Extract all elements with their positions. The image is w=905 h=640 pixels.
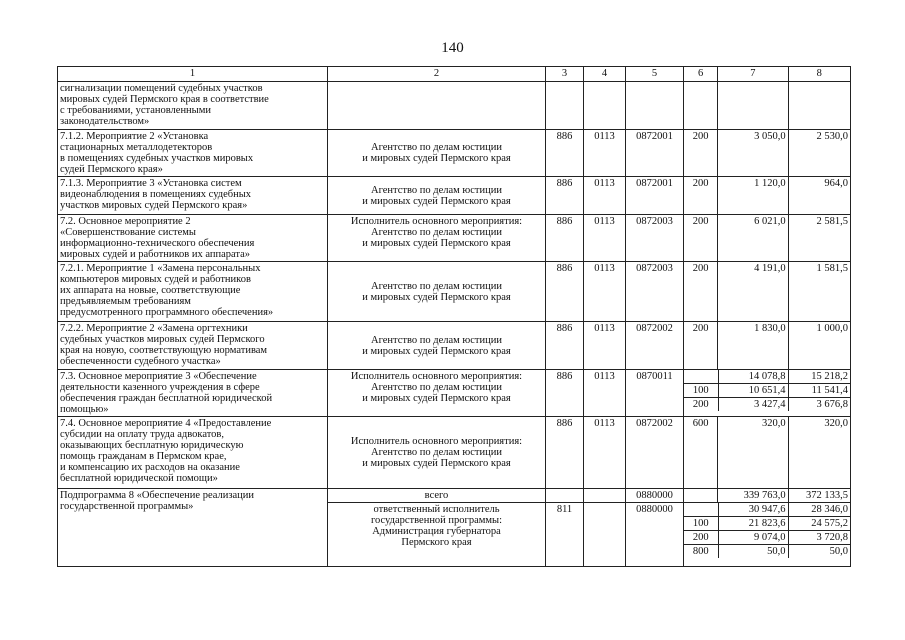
amount-year-2: 50,0 — [788, 545, 850, 559]
executor — [328, 82, 546, 130]
admin-code: 886 — [546, 370, 584, 417]
expense-type: 200 — [684, 531, 718, 545]
target-code: 0872001 — [626, 130, 684, 177]
amount-year-2: 1 000,0 — [788, 322, 850, 370]
measure-name: 7.1.2. Мероприятие 2 «Установка стационарных металлодетекторов в помещениях судебных участков мировых судей Пермского края» — [58, 130, 328, 177]
expense-subtable — [684, 370, 850, 411]
section-code: 0113 — [584, 417, 626, 489]
measure-name: 7.2.2. Мероприятие 2 «Замена оргтехники судебных участков мировых судей Пермского края на новую, соответствующую нормативам обеспеченности судебного участка» — [58, 322, 328, 370]
admin-code — [546, 489, 584, 503]
amount-year-1: 10 651,4 — [718, 384, 788, 398]
measure-name: 7.4. Основное мероприятие 4 «Предоставление субсидии на оплату труда адвокатов, оказывающих бесплатную юридическую помощь гражданам в Пермском крае, и компенсацию их расходов на оказание бесплатной юридической помощи» — [58, 417, 328, 489]
header-col-4: 4 — [584, 67, 626, 82]
subprogram-name: Подпрограмма 8 «Обеспечение реализации государственной программы» — [58, 489, 328, 567]
table-header-row — [58, 67, 851, 82]
expense-breakdown — [684, 370, 851, 417]
table-row — [58, 489, 851, 503]
admin-code — [546, 82, 584, 130]
expense-breakdown — [684, 503, 851, 567]
target-code: 0872003 — [626, 262, 684, 322]
expense-type: 200 — [684, 322, 718, 370]
section-code — [584, 489, 626, 503]
admin-code: 886 — [546, 177, 584, 215]
amount-year-1: 6 021,0 — [718, 215, 788, 262]
subtable-row — [684, 503, 850, 517]
executor: Агентство по делам юстиции и мировых судей Пермского края — [328, 130, 546, 177]
expense-type — [684, 503, 718, 517]
admin-code: 886 — [546, 262, 584, 322]
executor: Агентство по делам юстиции и мировых судей Пермского края — [328, 177, 546, 215]
amount-year-2: 24 575,2 — [788, 517, 850, 531]
expense-type: 200 — [684, 130, 718, 177]
section-code: 0113 — [584, 262, 626, 322]
expense-type: 100 — [684, 517, 718, 531]
admin-code: 886 — [546, 130, 584, 177]
subtable-row — [684, 531, 850, 545]
amount-year-1: 21 823,6 — [718, 517, 788, 531]
expense-type: 100 — [684, 384, 718, 398]
admin-code: 811 — [546, 503, 584, 567]
header-col-1: 1 — [58, 67, 328, 82]
amount-year-1: 30 947,6 — [718, 503, 788, 517]
target-code: 0872001 — [626, 177, 684, 215]
amount-year-2: 15 218,2 — [811, 371, 848, 382]
measure-name: 7.3. Основное мероприятие 3 «Обеспечение деятельности казенного учреждения в сфере обеспечения граждан бесплатной юридической помощью» — [58, 370, 328, 417]
subtable-row — [684, 517, 850, 531]
section-code — [584, 503, 626, 567]
expense-type: 200 — [684, 398, 718, 412]
expense-type — [684, 82, 718, 130]
executor-total: всего — [328, 489, 546, 503]
table-row — [58, 370, 851, 417]
executor: Исполнитель основного мероприятия: Агентство по делам юстиции и мировых судей Пермского края — [328, 370, 546, 417]
admin-code: 886 — [546, 322, 584, 370]
admin-code: 886 — [546, 417, 584, 489]
amount-year-1: 339 763,0 — [718, 489, 788, 503]
expense-type: 200 — [684, 177, 718, 215]
section-code — [584, 82, 626, 130]
executor: Исполнитель основного мероприятия: Агентство по делам юстиции и мировых судей Пермского края — [328, 417, 546, 489]
section-code: 0113 — [584, 215, 626, 262]
header-col-8: 8 — [788, 67, 850, 82]
amount-year-1 — [718, 82, 788, 130]
amount-year-1: 320,0 — [718, 417, 788, 489]
amount-year-2: 1 581,5 — [788, 262, 850, 322]
table-row — [58, 177, 851, 215]
executor: Исполнитель основного мероприятия: Агентство по делам юстиции и мировых судей Пермского края — [328, 215, 546, 262]
budget-table — [57, 66, 851, 567]
amount-year-1: 14 078,8 — [718, 370, 788, 384]
target-code: 0872003 — [626, 215, 684, 262]
subtable-row — [684, 398, 850, 412]
amount-year-1: 3 050,0 — [718, 130, 788, 177]
section-code: 0113 — [584, 322, 626, 370]
header-col-6: 6 — [684, 67, 718, 82]
target-code: 0870011 — [626, 370, 684, 417]
page-number: 140 — [441, 40, 464, 56]
amount-year-1: 1 120,0 — [718, 177, 788, 215]
table-row — [58, 215, 851, 262]
table-row — [58, 262, 851, 322]
header-col-3: 3 — [546, 67, 584, 82]
table-row — [58, 82, 851, 130]
target-code: 0880000 — [626, 489, 684, 503]
subtable-row — [684, 545, 850, 559]
amount-year-1: 4 191,0 — [718, 262, 788, 322]
target-code: 0872002 — [626, 417, 684, 489]
amount-year-1: 50,0 — [718, 545, 788, 559]
measure-name: 7.2. Основное мероприятие 2 «Совершенствование системы информационно-технического обеспечения мировых судей и работников их аппарата» — [58, 215, 328, 262]
expense-type: 600 — [684, 417, 718, 489]
amount-year-2: 320,0 — [788, 417, 850, 489]
amount-year-1: 1 830,0 — [718, 322, 788, 370]
subtable-row — [684, 384, 850, 398]
measure-name: 7.1.3. Мероприятие 3 «Установка систем видеонаблюдения в помещениях судебных участков мировых судей Пермского края» — [58, 177, 328, 215]
executor: Агентство по делам юстиции и мировых судей Пермского края — [328, 322, 546, 370]
expense-type — [684, 489, 718, 503]
admin-code: 886 — [546, 215, 584, 262]
section-code: 0113 — [584, 130, 626, 177]
expense-type: 200 — [684, 262, 718, 322]
section-code: 0113 — [584, 370, 626, 417]
amount-year-2: 3 676,8 — [788, 398, 850, 412]
subtable-row — [684, 370, 850, 384]
amount-year-2: 3 720,8 — [788, 531, 850, 545]
executor: ответственный исполнитель государственной программы: Администрация губернатора Пермского края — [328, 503, 546, 567]
amount-year-2: 2 530,0 — [788, 130, 850, 177]
amount-year-2: 964,0 — [788, 177, 850, 215]
target-code — [626, 82, 684, 130]
section-code: 0113 — [584, 177, 626, 215]
expense-type — [684, 370, 718, 384]
expense-type: 200 — [684, 215, 718, 262]
measure-name: сигнализации помещений судебных участков мировых судей Пермского края в соответствие с требованиями, установленными законодательством» — [58, 82, 328, 130]
expense-subtable — [684, 503, 850, 558]
executor: Агентство по делам юстиции и мировых судей Пермского края — [328, 262, 546, 322]
table-row — [58, 130, 851, 177]
target-code: 0872002 — [626, 322, 684, 370]
amount-year-2: 11 541,4 — [788, 384, 850, 398]
amount-year-1: 3 427,4 — [718, 398, 788, 412]
expense-type: 800 — [684, 545, 718, 559]
amount-year-2: 2 581,5 — [788, 215, 850, 262]
header-col-7: 7 — [718, 67, 788, 82]
header-col-2: 2 — [328, 67, 546, 82]
header-col-5: 5 — [626, 67, 684, 82]
table-row — [58, 322, 851, 370]
amount-year-1: 9 074,0 — [718, 531, 788, 545]
amount-year-2 — [788, 82, 850, 130]
table-row — [58, 417, 851, 489]
amount-year-2: 28 346,0 — [811, 504, 848, 515]
amount-year-2: 372 133,5 — [788, 489, 850, 503]
target-code: 0880000 — [626, 503, 684, 567]
measure-name: 7.2.1. Мероприятие 1 «Замена персональных компьютеров мировых судей и работников их аппарата на новые, соответствующие предъявляемым требованиям предусмотренного программного обеспечения» — [58, 262, 328, 322]
